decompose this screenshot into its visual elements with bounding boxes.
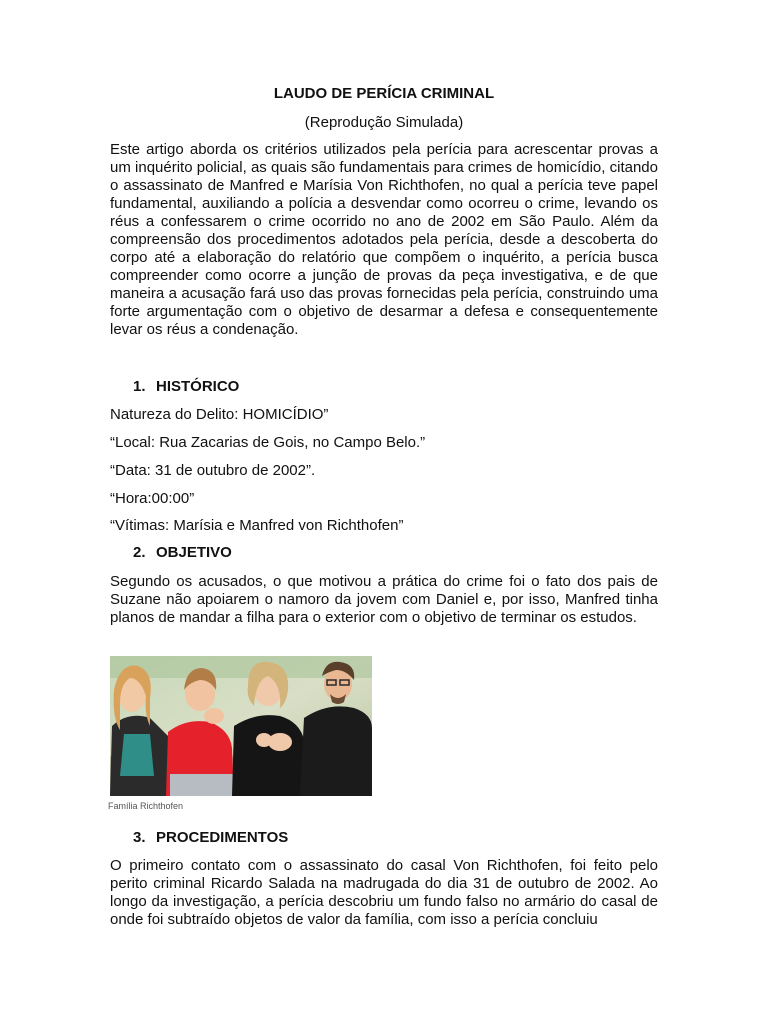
section-heading-objetivo	[133, 544, 232, 562]
historico-hora: “Hora:00:00”	[110, 490, 195, 507]
objetivo-paragraph: Segundo os acusados, o que motivou a prática do crime foi o fato dos pais de Suzane não apoiarem o namoro da jovem com Daniel e, por isso, Manfred tinha planos de mandar a filha para o exterior com o objetivo de terminar os estudos.	[110, 573, 658, 626]
section-title: HISTÓRICO	[156, 378, 240, 395]
section-title: PROCEDIMENTOS	[156, 829, 289, 846]
family-photo	[110, 656, 372, 796]
procedimentos-paragraph: O primeiro contato com o assassinato do casal Von Richthofen, foi feito pelo perito criminal Ricardo Salada na madrugada do dia 31 de outubro de 2002. Ao longo da investigação, a perícia descobriu um fundo falso no armário do casal de onde foi subtraído objetos de valor da família, com isso a perícia concluiu	[110, 857, 658, 928]
photo-caption: Família Richthofen	[108, 801, 184, 811]
abstract-paragraph: Este artigo aborda os critérios utilizados pela perícia para acrescentar provas a um inquérito policial, as quais são fundamentais para crimes de homicídio, citando o assassinato de Manfred e Marísia Von Richthofen, no qual a perícia teve papel fundamental, auxiliando a polícia a desvendar como ocorreu o crime, levando os réus a confessarem o crime ocorrido no ano de 2002 em São Paulo. Além da compreensão dos procedimentos adotados pela perícia, desde a descoberta do corpo até a elaboração do relatório que compõem o inquérito, a perícia busca compreender como ocorre a junção de provas da peça investigativa, e de que maneira a acusação fará uso das provas fornecidas pela perícia, construindo uma forte argumentação com o objetivo de desarmar a defesa e consequentemente levar os réus a condenação.	[110, 141, 658, 338]
historico-local: “Local: Rua Zacarias de Gois, no Campo Belo.”	[110, 434, 426, 451]
section-title: OBJETIVO	[156, 544, 232, 561]
section-heading-historico	[133, 378, 239, 396]
section-number: 3.	[133, 829, 146, 846]
historico-vitimas: “Vítimas: Marísia e Manfred von Richthofen”	[110, 517, 404, 534]
historico-data: “Data: 31 de outubro de 2002”.	[110, 462, 316, 479]
document-subtitle: (Reprodução Simulada)	[304, 114, 464, 131]
historico-natureza: Natureza do Delito: HOMICÍDIO”	[110, 406, 329, 423]
section-number: 2.	[133, 544, 146, 561]
document-title: LAUDO DE PERÍCIA CRIMINAL	[273, 85, 495, 102]
section-number: 1.	[133, 378, 146, 395]
section-heading-procedimentos	[133, 829, 288, 847]
